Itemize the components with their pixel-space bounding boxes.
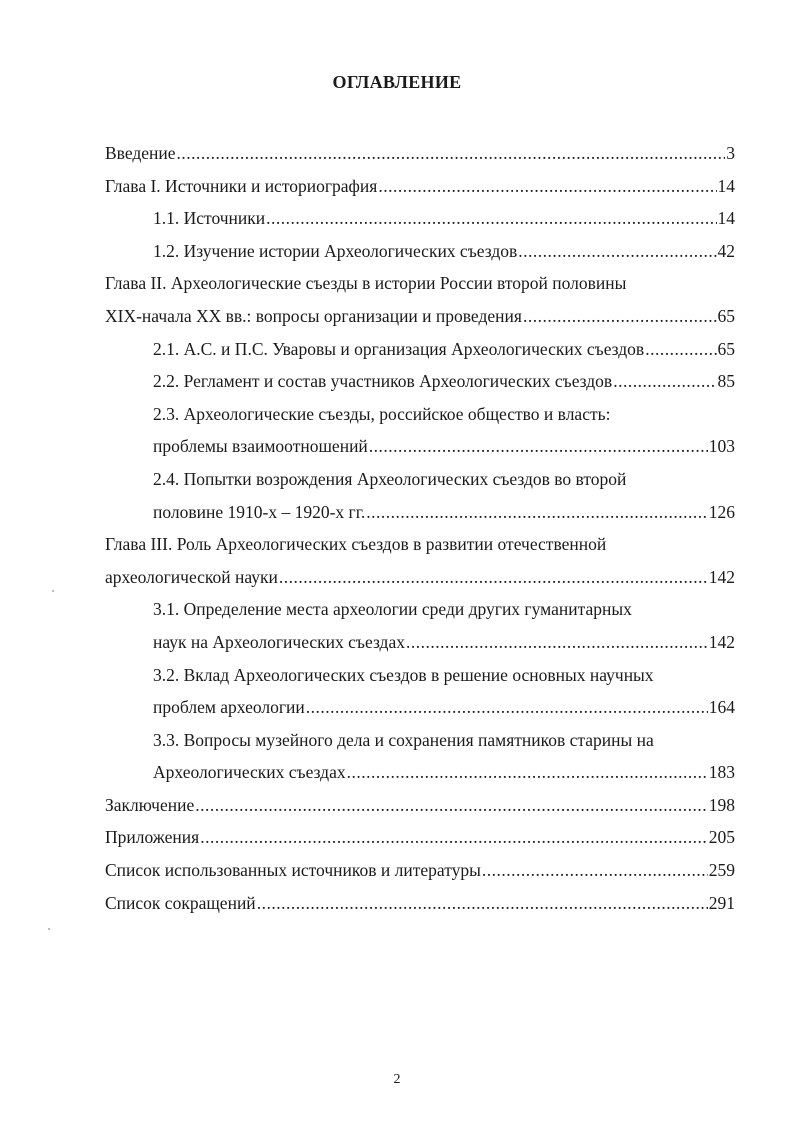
toc-entry-label: Список использованных источников и литературы bbox=[105, 860, 481, 881]
toc-entry-label: археологической науки bbox=[105, 566, 278, 587]
toc-entry-chapter-2-line1[interactable] bbox=[105, 267, 735, 300]
toc-leader-dots bbox=[279, 561, 708, 594]
toc-entry-label: 1.2. Изучение истории Археологических съездов bbox=[153, 240, 518, 261]
toc-entry-sources[interactable] bbox=[105, 854, 735, 887]
toc-entry-section-3-1-line1[interactable] bbox=[105, 593, 735, 626]
toc-leader-dots bbox=[518, 235, 716, 268]
toc-entry-section-1-2[interactable] bbox=[105, 235, 735, 268]
toc-entry-label: Введение bbox=[105, 143, 176, 163]
scan-speck bbox=[52, 590, 54, 592]
toc-entry-label: наук на Археологических съездах bbox=[153, 631, 405, 652]
toc-entry-label: Глава I. Источники и историография bbox=[105, 175, 378, 196]
toc-entry-label: половине 1910-х – 1920-х гг. bbox=[153, 501, 366, 522]
toc-entry-page: 142 bbox=[708, 566, 735, 587]
toc-entry-label: 2.2. Регламент и состав участников Археологических съездов bbox=[153, 371, 613, 392]
toc-entry-section-2-2[interactable] bbox=[105, 365, 735, 398]
toc-entry-page: 85 bbox=[717, 371, 735, 392]
toc-entry-label: Заключение bbox=[105, 794, 195, 815]
toc-leader-dots bbox=[200, 821, 708, 854]
toc-entry-section-3-2-line2[interactable] bbox=[105, 691, 735, 724]
toc-entry-abbreviations[interactable] bbox=[105, 887, 735, 920]
toc-entry-introduction[interactable] bbox=[105, 137, 735, 170]
toc-leader-dots bbox=[523, 300, 717, 333]
toc-entry-label: XIX-начала XX вв.: вопросы организации и проведения bbox=[105, 305, 522, 326]
toc-entry-label: Глава II. Археологические съезды в истории России второй половины bbox=[105, 273, 627, 294]
toc-entry-section-2-3-line2[interactable] bbox=[105, 430, 735, 463]
toc-leader-dots bbox=[366, 496, 707, 529]
toc-entry-label: Приложения bbox=[105, 827, 200, 848]
toc-entry-page: 164 bbox=[708, 697, 735, 718]
page-title: ОГЛАВЛЕНИЕ bbox=[332, 72, 462, 92]
toc-entry-chapter-3-line1[interactable] bbox=[105, 528, 735, 561]
toc-entry-section-3-2-line1[interactable] bbox=[105, 659, 735, 692]
toc-entry-label: проблемы взаимоотношений bbox=[153, 436, 368, 457]
toc-entry-section-1-1[interactable] bbox=[105, 202, 735, 235]
toc-entry-appendix[interactable] bbox=[105, 821, 735, 854]
toc-entry-page: 3 bbox=[726, 143, 735, 163]
toc-entry-conclusion[interactable] bbox=[105, 789, 735, 822]
toc-entry-section-2-1[interactable] bbox=[105, 333, 735, 366]
toc-entry-page: 14 bbox=[717, 175, 735, 196]
toc-entry-label: 2.4. Попытки возрождения Археологических съездов во второй bbox=[153, 468, 627, 489]
toc-leader-dots bbox=[347, 756, 708, 789]
toc-entry-page: 65 bbox=[717, 338, 735, 359]
page-number: 2 bbox=[393, 1072, 401, 1087]
toc-entry-chapter-1[interactable] bbox=[105, 170, 735, 203]
toc-entry-page: 142 bbox=[708, 631, 735, 652]
toc-entry-page: 103 bbox=[708, 436, 735, 457]
toc-entry-label: 2.3. Археологические съезды, российское общество и власть: bbox=[153, 403, 611, 424]
toc-entry-label: 3.1. Определение места археологии среди других гуманитарных bbox=[153, 599, 632, 620]
toc-entry-label: 1.1. Источники bbox=[153, 208, 266, 229]
toc-entry-section-2-3-line1[interactable] bbox=[105, 398, 735, 431]
toc-entry-label: проблем археологии bbox=[153, 697, 305, 718]
toc-entry-page: 42 bbox=[717, 240, 735, 261]
toc-leader-dots bbox=[369, 430, 708, 463]
toc-entry-label: Археологических съездах bbox=[153, 762, 346, 783]
toc-entry-page: 198 bbox=[708, 794, 735, 815]
toc-entry-page: 14 bbox=[717, 208, 735, 229]
toc-entry-page: 259 bbox=[708, 860, 735, 881]
toc-entry-page: 126 bbox=[708, 501, 735, 522]
toc-entry-section-2-4-line1[interactable] bbox=[105, 463, 735, 496]
toc-entry-label: 2.1. А.С. и П.С. Уваровы и организация Археологических съездов bbox=[153, 338, 645, 359]
scan-speck bbox=[48, 928, 50, 930]
toc-entry-section-2-4-line2[interactable] bbox=[105, 496, 735, 529]
toc-leader-dots bbox=[378, 170, 716, 203]
toc-entry-page: 65 bbox=[717, 305, 735, 326]
toc-entry-label: Список сокращений bbox=[105, 892, 256, 913]
toc-leader-dots bbox=[266, 202, 716, 235]
toc-entry-label: Глава III. Роль Археологических съездов в развитии отечественной bbox=[105, 534, 607, 555]
toc-entry-chapter-3-line2[interactable] bbox=[105, 561, 735, 594]
toc-leader-dots bbox=[257, 887, 708, 920]
toc-entry-chapter-2-line2[interactable] bbox=[105, 300, 735, 333]
toc-leader-dots bbox=[195, 789, 708, 822]
toc-entry-section-3-3-line1[interactable] bbox=[105, 724, 735, 757]
toc-leader-dots bbox=[645, 333, 716, 366]
toc-entry-section-3-3-line2[interactable] bbox=[105, 756, 735, 789]
toc-leader-dots bbox=[613, 365, 716, 398]
toc-entry-label: 3.2. Вклад Археологических съездов в решение основных научных bbox=[153, 664, 654, 685]
toc-leader-dots bbox=[406, 626, 708, 659]
toc-entry-label: 3.3. Вопросы музейного дела и сохранения памятников старины на bbox=[153, 729, 654, 750]
toc-entry-page: 205 bbox=[708, 827, 735, 848]
table-of-contents bbox=[105, 137, 735, 919]
toc-entry-page: 291 bbox=[708, 892, 735, 913]
toc-entry-section-3-1-line2[interactable] bbox=[105, 626, 735, 659]
toc-leader-dots bbox=[482, 854, 708, 887]
toc-leader-dots bbox=[306, 691, 708, 724]
toc-entry-page: 183 bbox=[708, 762, 735, 783]
toc-leader-dots bbox=[177, 137, 726, 170]
